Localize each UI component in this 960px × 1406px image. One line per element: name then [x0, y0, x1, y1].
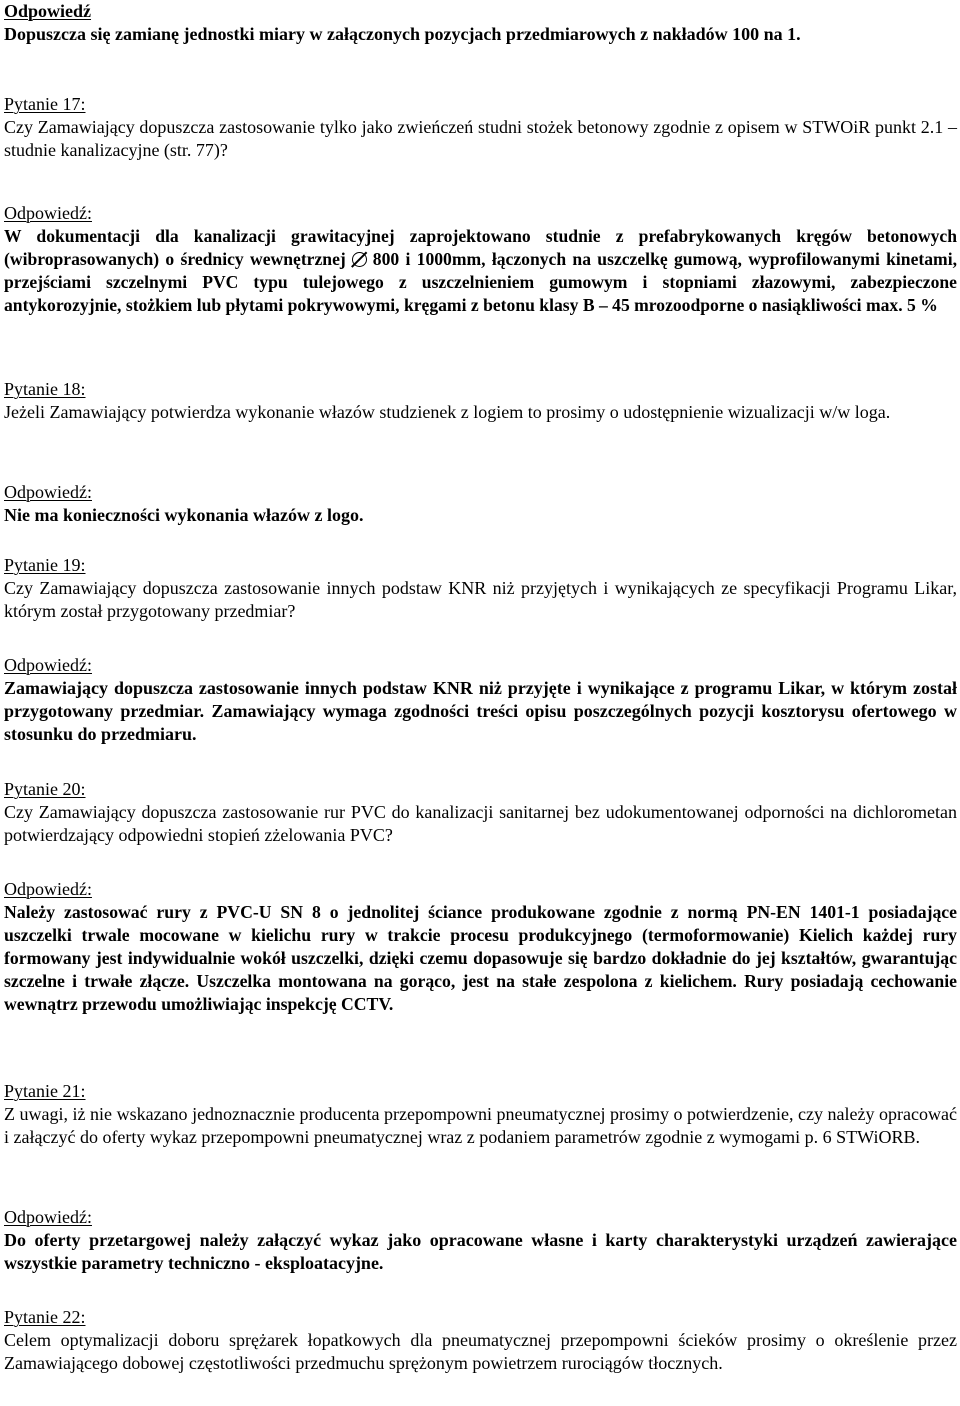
answer-17-section	[4, 202, 957, 317]
answer-text: Zamawiający dopuszcza zastosowanie innych podstaw KNR niż przyjęte i wynikające z programu Likar, w którym został przygotowany przedmiar. Zamawiający wymaga zgodności treści opisu poszczególnych pozycji kosztorysu ofertowego w stosunku do przedmiaru.	[4, 678, 957, 744]
question-text: Celem optymalizacji doboru sprężarek łopatkowych dla pneumatycznej przepompowni ścieków prosimy o określenie przez Zamawiającego dobowej częstotliwości przedmuchu sprężonym powietrzem rurociągów tłocznych.	[4, 1330, 957, 1373]
question-label: Pytanie 20:	[4, 779, 86, 799]
answer-16-section	[4, 0, 957, 46]
question-text: Jeżeli Zamawiający potwierdza wykonanie włazów studzienek z logiem to prosimy o udostępnienie wizualizacji w/w loga.	[4, 402, 891, 422]
answer-text: Należy zastosować rury z PVC-U SN 8 o jednolitej ściance produkowane zgodnie z normą PN-EN 1401-1 posiadające uszczelki trwale mocowane w kielichu rury w trakcie procesu produkcyjnego (termoformowanie) Kielich każdej rury formowany jest indywidualnie wokół uszczelki, dzięki czemu dopasowuje się bardzo dokładnie do jej kształtów, gwarantując szczelne i trwałe złącze. Uszczelka montowana na gorąco, jest na stałe zespolona z kielichem. Rury posiadają cechowanie wewnątrz przewodu umożliwiając inspekcję CCTV.	[4, 902, 957, 1014]
question-label: Pytanie 21:	[4, 1081, 86, 1101]
question-text: Czy Zamawiający dopuszcza zastosowanie tylko jako zwieńczeń studni stożek betonowy zgodnie z opisem w STWOiR punkt 2.1 – studnie kanalizacyjne (str. 77)?	[4, 117, 957, 160]
answer-label: Odpowiedź:	[4, 482, 92, 502]
answer-label: Odpowiedź:	[4, 203, 92, 223]
question-text: Z uwagi, iż nie wskazano jednoznacznie producenta przepompowni pneumatycznej prosimy o potwierdzenie, czy należy opracować i załączyć do oferty wykaz przepompowni pneumatycznej wraz z podaniem parametrów zgodnie z wymogami p. 6 STWiORB.	[4, 1104, 957, 1147]
question-21-section	[4, 1080, 957, 1149]
question-text: Czy Zamawiający dopuszcza zastosowanie innych podstaw KNR niż przyjętych i wynikających ze specyfikacji Programu Likar, którym został przygotowany przedmiar?	[4, 578, 957, 621]
answer-label: Odpowiedź	[4, 1, 92, 21]
answer-20-section	[4, 878, 957, 1016]
answer-19-section	[4, 654, 957, 746]
question-text: Czy Zamawiający dopuszcza zastosowanie rur PVC do kanalizacji sanitarnej bez udokumentowanej odporności na dichlorometan potwierdzający odpowiedni stopień zżelowania PVC?	[4, 802, 957, 845]
answer-text: Dopuszcza się zamianę jednostki miary w załączonych pozycjach przedmiarowych z nakładów 100 na 1.	[4, 24, 801, 44]
question-17-section	[4, 93, 957, 162]
question-20-section	[4, 778, 957, 847]
answer-18-section	[4, 481, 957, 527]
question-label: Pytanie 17:	[4, 94, 86, 114]
answer-label: Odpowiedź:	[4, 1207, 92, 1227]
question-22-section	[4, 1306, 957, 1375]
question-label: Pytanie 19:	[4, 555, 86, 575]
answer-label: Odpowiedź:	[4, 879, 92, 899]
answer-text-part2: 800 i 1000mm, łączonych na uszczelkę gumową, wyprofilowanymi kinetami, przejściami szczelnymi PVC typu tulejowego z uszczelnieniem gumowym i stopniami złazowymi, zabezpieczone antykorozyjnie, stożkiem lub płytami pokrywowymi, kręgami z betonu klasy B – 45 mrozoodporne o nasiąkliwości max. 5 %	[4, 249, 957, 315]
question-18-section	[4, 378, 957, 424]
answer-text: Nie ma konieczności wykonania włazów z logo.	[4, 505, 364, 525]
diameter-icon	[352, 252, 367, 267]
answer-text-part1: W dokumentacji dla kanalizacji grawitacyjnej zaprojektowano studnie z prefabrykowanych kręgów betonowych (wibroprasowanych) o średnicy wewnętrznej	[4, 226, 957, 269]
answer-text: Do oferty przetargowej należy załączyć wykaz jako opracowane własne i karty charakterystyki urządzeń zawierające wszystkie parametry techniczno - eksploatacyjne.	[4, 1230, 957, 1273]
question-19-section	[4, 554, 957, 623]
answer-text	[4, 225, 957, 317]
question-label: Pytanie 18:	[4, 379, 86, 399]
answer-label: Odpowiedź:	[4, 655, 92, 675]
question-label: Pytanie 22:	[4, 1307, 86, 1327]
answer-21-section	[4, 1206, 957, 1275]
